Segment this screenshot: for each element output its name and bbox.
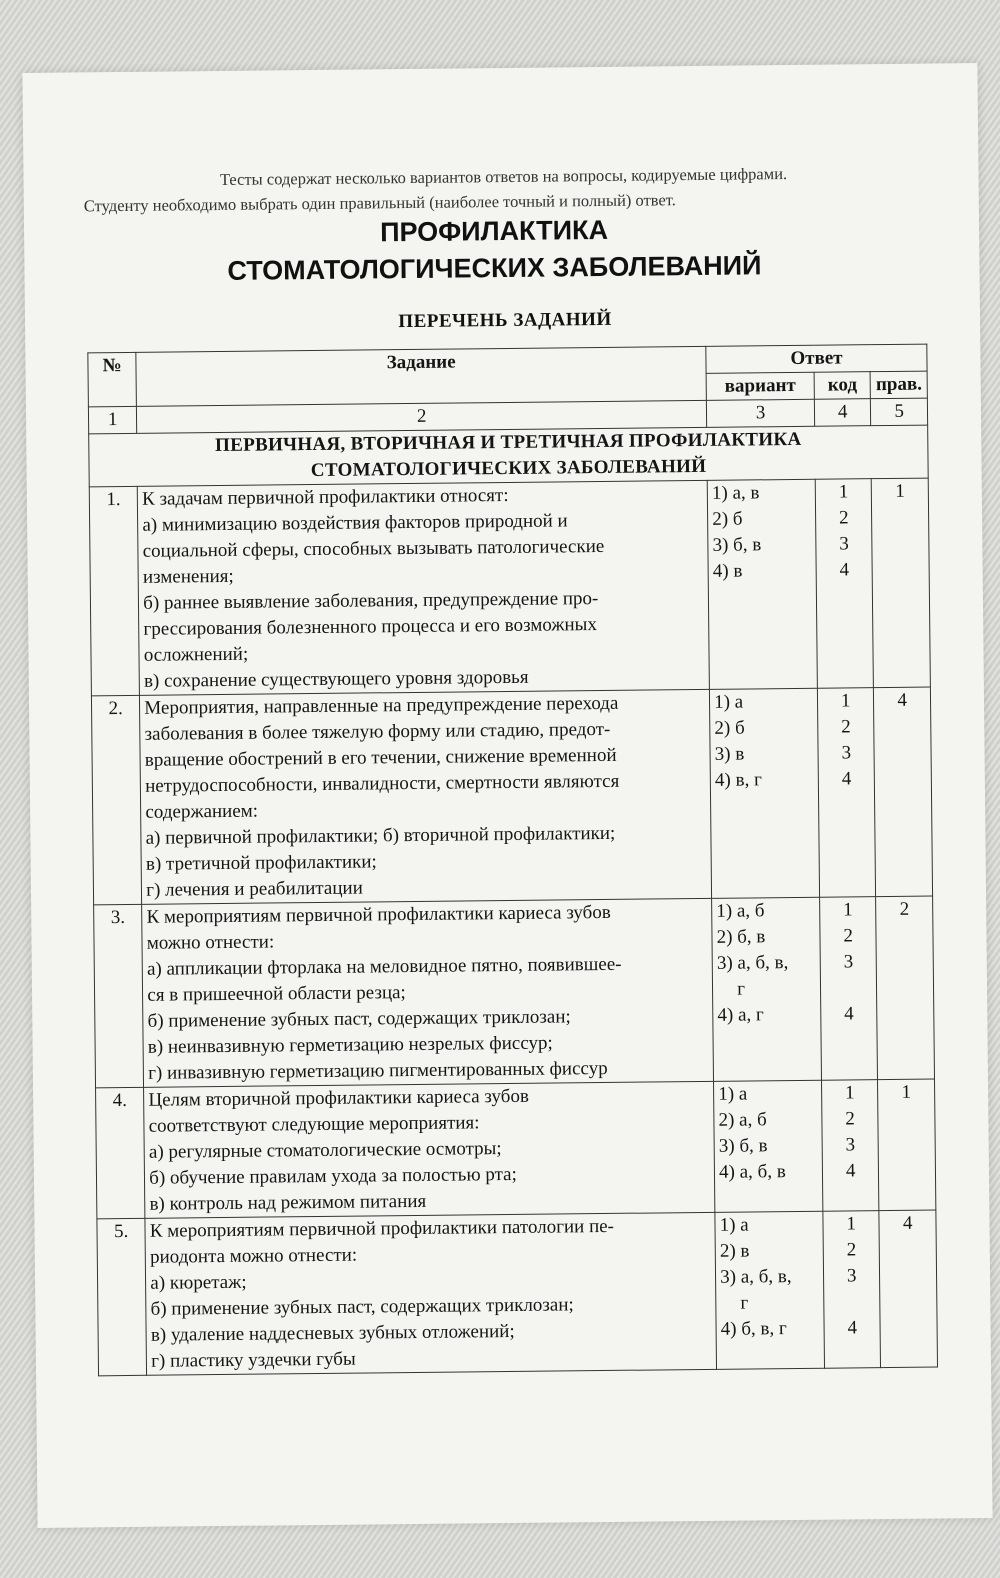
- task-line: содержанием:: [145, 800, 259, 823]
- task-line: а) кюретаж;: [150, 1271, 247, 1294]
- correct-answer: 2: [876, 896, 934, 1080]
- column-number: 3: [707, 399, 815, 427]
- task-row: [91, 687, 932, 905]
- task-line: б) применение зубных паст, содержащих триклозан;: [150, 1294, 574, 1320]
- task-row: [96, 1079, 936, 1219]
- task-text: [140, 689, 712, 904]
- task-number: 1.: [89, 486, 139, 695]
- task-number: 2.: [91, 695, 141, 904]
- task-text: [145, 1212, 717, 1375]
- answer-variant: 3) а, б, в,: [720, 1266, 792, 1288]
- task-row: [94, 896, 935, 1088]
- intro-line-1: Тесты содержат несколько вариантов ответов на вопросы, кодируемые цифрами.: [219, 164, 788, 189]
- answer-variant: 3) б, в: [712, 534, 762, 556]
- answer-variant: 4) а, б, в: [718, 1161, 786, 1183]
- task-line: а) первичной профилактики; б) вторичной профилактики;: [145, 822, 616, 849]
- answer-code: 1: [843, 899, 853, 921]
- task-line: Мероприятия, направленные на предупреждение перехода: [144, 692, 619, 719]
- task-number: 5.: [97, 1218, 147, 1375]
- answer-code: 1: [844, 1082, 855, 1104]
- task-line: в) сохранение существующего уровня здоровья: [143, 666, 529, 692]
- task-line: соответствуют следующие мероприятия:: [148, 1112, 480, 1137]
- answer-code: 3: [839, 533, 849, 555]
- section-heading: [89, 425, 929, 487]
- task-line: Целям вторичной профилактики кариеса зубов: [148, 1085, 529, 1111]
- answer-code: 4: [841, 768, 852, 790]
- answer-code: 4: [847, 1317, 858, 1339]
- answer-code: 2: [846, 1239, 857, 1261]
- header-code: код: [814, 372, 871, 400]
- task-line: осложнений;: [143, 643, 249, 666]
- answer-variant: 1) а: [718, 1083, 748, 1105]
- task-row: [89, 478, 930, 696]
- answer-codes: [817, 688, 876, 898]
- task-line: социальной сферы, способных вызывать патологические: [142, 535, 605, 562]
- answer-variant: г: [740, 1292, 749, 1314]
- answer-code: 2: [843, 925, 854, 947]
- section-heading-line-2: СТОМАТОЛОГИЧЕСКИХ ЗАБОЛЕВАНИЙ: [310, 455, 707, 482]
- header-variant: вариант: [706, 372, 814, 400]
- task-line: б) применение зубных паст, содержащих триклозан;: [147, 1006, 571, 1032]
- answer-code: 2: [841, 716, 851, 738]
- task-line: а) регулярные стоматологические осмотры;: [148, 1138, 502, 1163]
- task-line: грессирования болезненного процесса и его возможных: [143, 614, 597, 640]
- answer-variants: [710, 688, 820, 898]
- task-line: риодонта можно отнести:: [149, 1244, 358, 1268]
- answer-variant: 2) б: [712, 508, 743, 530]
- answer-codes: [815, 479, 874, 689]
- task-line: б) обучение правилам ухода за полостью рта;: [149, 1163, 517, 1189]
- task-line: К мероприятиям первичной профилактики кариеса зубов: [146, 901, 611, 928]
- answer-variant: 1) а: [714, 691, 744, 713]
- task-line: вращение обострений в его течении, снижение временной: [144, 744, 617, 771]
- task-text: [142, 898, 714, 1087]
- answer-variant: 4) в: [712, 560, 743, 582]
- answer-variant: 4) а, г: [717, 1004, 764, 1026]
- column-number: 1: [88, 406, 137, 434]
- answer-variant: 1) а: [719, 1214, 749, 1236]
- task-line: в) неинвазивную герметизацию незрелых фиссур;: [147, 1032, 553, 1058]
- answer-variant: 2) в: [719, 1240, 750, 1262]
- answer-code: 3: [841, 742, 852, 764]
- task-line: б) раннее выявление заболевания, предупреждение про-: [143, 588, 599, 614]
- answer-code: 2: [845, 1108, 855, 1130]
- header-task: Задание: [136, 346, 706, 406]
- task-line: можно отнести:: [146, 931, 275, 954]
- task-number: 3.: [94, 904, 144, 1087]
- task-line: в) третичной профилактики;: [145, 851, 377, 875]
- page-subtitle: ПЕРЕЧЕНЬ ЗАДАНИЙ: [398, 308, 612, 333]
- answer-variants: [712, 897, 822, 1081]
- header-num: №: [88, 352, 137, 407]
- answer-variant: 3) б, в: [718, 1135, 768, 1157]
- correct-answer: 1: [872, 478, 931, 688]
- task-line: г) лечения и реабилитации: [146, 877, 363, 901]
- answer-variants: [714, 1080, 823, 1212]
- answer-code: [825, 975, 873, 1001]
- task-line: г) пластику уздечки губы: [151, 1348, 356, 1372]
- task-number: 4.: [96, 1087, 146, 1218]
- task-line: а) минимизацию воздействия факторов природной и: [142, 510, 568, 536]
- intro-line-2: Студенту необходимо выбрать один правильный (наиболее точный и полный) ответ.: [83, 190, 676, 216]
- title-line-1: ПРОФИЛАКТИКА: [379, 214, 609, 248]
- correct-answer: 4: [879, 1210, 937, 1368]
- task-line: заболевания в более тяжелую форму или стадию, предот-: [144, 718, 611, 745]
- correct-answer: 4: [874, 687, 933, 897]
- answer-codes: [820, 897, 878, 1081]
- task-line: нетрудоспособности, инвалидности, смертности являются: [145, 770, 620, 797]
- answer-code: [828, 1289, 876, 1315]
- task-line: К мероприятиям первичной профилактики патологии пе-: [149, 1215, 615, 1242]
- section-heading-row: [89, 425, 929, 487]
- title-line-2: СТОМАТОЛОГИЧЕСКИХ ЗАБОЛЕВАНИЙ: [227, 250, 762, 286]
- column-number: 4: [814, 399, 871, 427]
- answer-variant: 2) б: [714, 717, 745, 739]
- answer-variants: [715, 1211, 824, 1369]
- answer-variants: [707, 479, 817, 689]
- answer-code: 4: [845, 1160, 856, 1182]
- task-line: К задачам первичной профилактики относят:: [142, 484, 509, 510]
- answer-code: 3: [846, 1265, 857, 1287]
- answer-codes: [823, 1211, 881, 1369]
- answer-variant: г: [737, 978, 746, 1000]
- column-number: 5: [871, 398, 928, 426]
- answer-code: 4: [839, 559, 850, 581]
- task-text: [137, 480, 709, 695]
- section-heading-line-1: ПЕРВИЧНАЯ, ВТОРИЧНАЯ И ТРЕТИЧНАЯ ПРОФИЛАКТИКА: [214, 428, 802, 457]
- task-line: ся в пришеечной области резца;: [147, 982, 406, 1006]
- header-answer: Ответ: [706, 344, 927, 373]
- answer-code: 1: [838, 481, 849, 503]
- page-title: [124, 209, 865, 291]
- task-row: [97, 1210, 938, 1376]
- answer-code: 1: [840, 690, 851, 712]
- answer-code: 3: [843, 951, 854, 973]
- task-line: г) инвазивную герметизацию пигментированных фиссур: [148, 1057, 608, 1084]
- answer-code: 1: [846, 1213, 857, 1235]
- answer-variant: 1) а, в: [711, 482, 760, 504]
- task-line: в) удаление наддесневых зубных отложений;: [150, 1320, 515, 1346]
- task-line: изменения;: [142, 565, 234, 588]
- answer-variant: 1) а, б: [716, 900, 765, 922]
- answer-variant: 3) в: [714, 743, 745, 765]
- document-page: [22, 63, 992, 1528]
- answer-variant: 4) в, г: [714, 769, 762, 791]
- task-line: в) контроль над режимом питания: [149, 1190, 427, 1215]
- tasks-table: [87, 344, 938, 1377]
- answer-code: 2: [838, 507, 849, 529]
- answer-variant: 2) б, в: [716, 926, 766, 948]
- task-line: а) аппликации фторлака на меловидное пятно, появившее-: [146, 953, 622, 980]
- answer-code: 4: [844, 1003, 854, 1025]
- task-text: [144, 1081, 715, 1218]
- correct-answer: 1: [878, 1079, 936, 1211]
- answer-variant: 3) а, б, в,: [716, 952, 789, 974]
- column-number: 2: [137, 400, 707, 433]
- answer-variant: 4) б, в, г: [720, 1318, 787, 1340]
- answer-codes: [821, 1080, 879, 1212]
- header-correct: прав.: [871, 371, 928, 399]
- answer-variant: 2) а, б: [718, 1109, 767, 1131]
- answer-code: 3: [845, 1134, 856, 1156]
